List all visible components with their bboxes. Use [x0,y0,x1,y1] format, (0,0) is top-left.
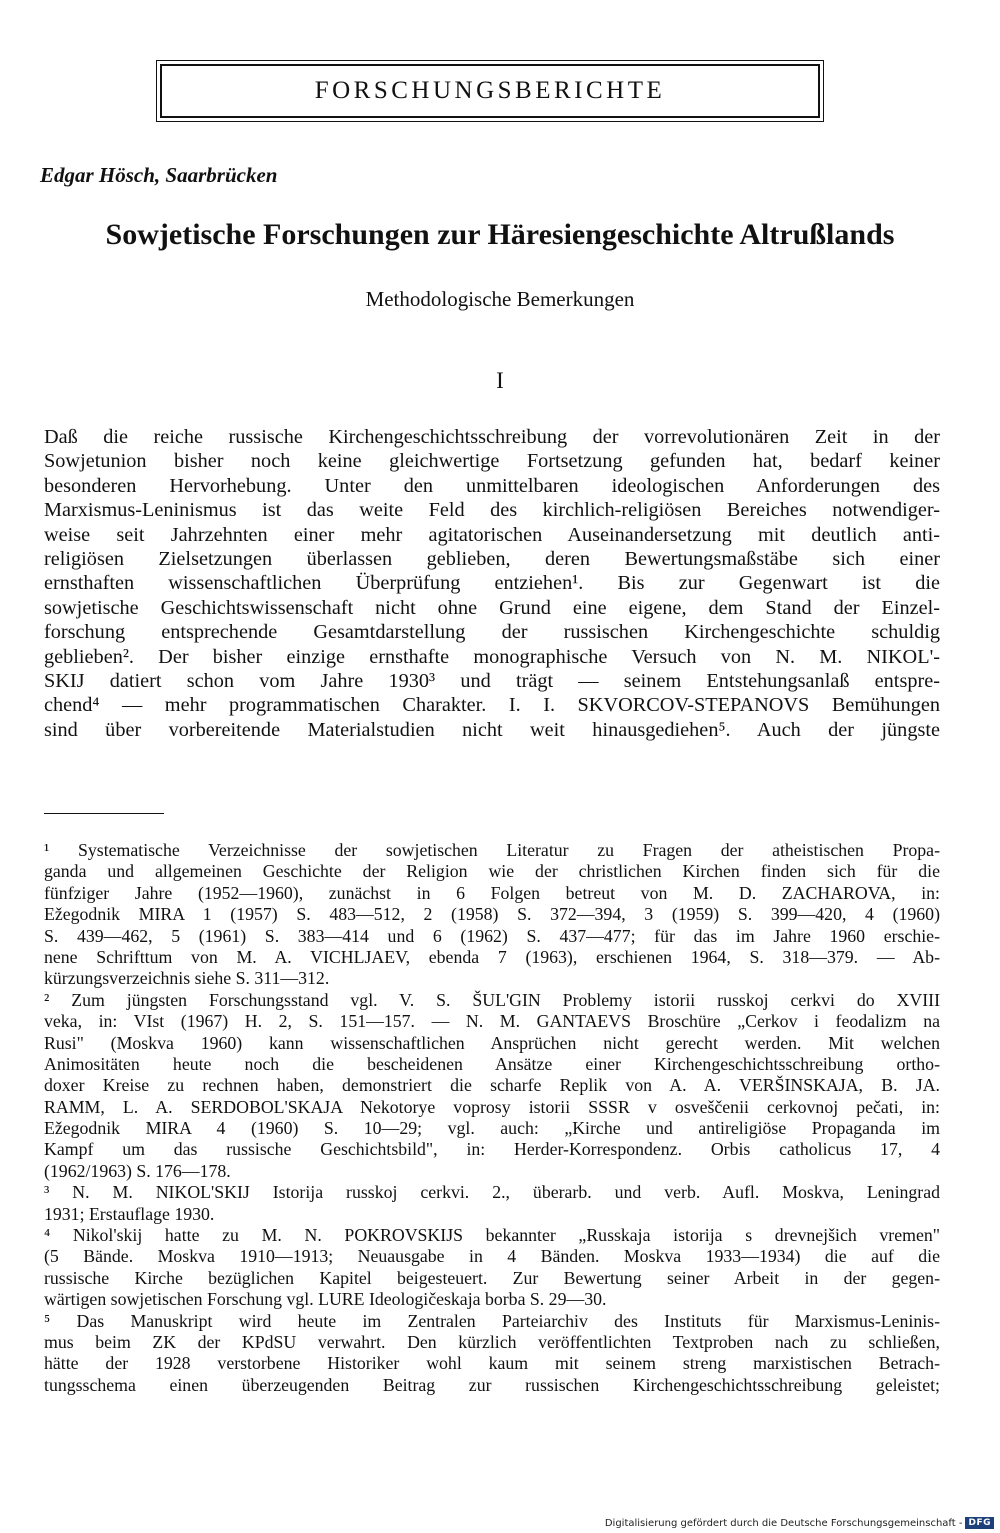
footnote-line: (5 Bände. Moskva 1910—1913; Neuausgabe in 4 Bänden. Moskva 1933—1934) die auf die [44,1246,940,1267]
footnote-line: ² Zum jüngsten Forschungsstand vgl. V. S. ŠUL'GIN Problemy istorii russkoj cerkvi do XVIII [44,989,940,1010]
body-line: forschung entsprechende Gesamtdarstellung der russischen Kirchengeschichte schuldig [44,621,940,644]
footnote-line: RAMM, L. A. SERDOBOL'SKAJA Nekotorye voprosy istorii SSSR v osveščenii cerkovnoj pečati, in: [44,1096,940,1117]
credit-text: Digitalisierung gefördert durch die Deutsche Forschungsgemeinschaft - [604,1517,963,1529]
dfg-logo: DFG [965,1517,994,1529]
footnote-line: wärtigen sowjetischen Forschung vgl. LURE Ideologičeskaja borba S. 29—30. [44,1289,607,1310]
footnote-line: kürzungsverzeichnis siehe S. 311—312. [44,968,330,989]
section-number: I [496,368,504,393]
footnote-line: ⁵ Das Manuskript wird heute im Zentralen Parteiarchiv des Instituts für Marxismus-Leninis- [44,1310,940,1331]
body-line: sowjetische Geschichtswissenschaft nicht ohne Grund eine eigene, dem Stand der Einzel- [44,596,940,619]
footnote-line: Animositäten heute noch die bescheidenen Ansätze einer Kirchengeschichtsschreibung ortho- [44,1053,940,1074]
author-line: Edgar Hösch, Saarbrücken [40,163,278,187]
section-label: FORSCHUNGSBERICHTE [314,77,666,104]
body-line: Sowjetunion bisher noch keine gleichwertige Fortsetzung gefunden hat, bedarf keiner [44,450,940,473]
footnote-line: veka, in: VIst (1967) H. 2, S. 151—157. — N. M. GANTAEVS Broschüre „Cerkov i feodalizm na [44,1011,940,1032]
footnote-line: hätte der 1928 verstorbene Historiker wohl kaum mit seinem streng marxistischen Betrach- [44,1353,940,1374]
footnotes [44,840,940,1396]
footnote-line: (1962/1963) S. 176—178. [44,1160,231,1181]
body-text [44,425,940,742]
section-header-box [160,64,820,118]
footnote-line: tungsschema einen überzeugenden Beitrag zur russischen Kirchengeschichtsschreibung geleistet; [44,1374,940,1395]
footnote-line: ¹ Systematische Verzeichnisse der sowjetischen Literatur zu Fragen der atheistischen Propa- [44,840,940,860]
body-line: Daß die reiche russische Kirchengeschichtsschreibung der vorrevolutionären Zeit in der [44,426,940,448]
body-line: ernsthaften wissenschaftlichen Überprüfung entziehen¹. Bis zur Gegenwart ist die [44,572,940,595]
footnote-line: fünfziger Jahre (1952—1960), zunächst in 6 Folgen betreut von M. D. ZACHAROVA, in: [44,882,940,903]
body-line: geblieben². Der bisher einzige ernsthafte monographische Versuch von N. M. NIKOL'- [44,645,940,668]
footnote-line: Ežegodnik MIRA 1 (1957) S. 483—512, 2 (1958) S. 372—394, 3 (1959) S. 399—420, 4 (1960) [44,904,940,925]
article-title: Sowjetische Forschungen zur Häresiengeschichte Altrußlands [105,218,895,251]
footnote-line: Rusi" (Moskva 1960) kann wissenschaftlichen Ansprüchen nicht gerecht werden. Mit welchen [44,1032,940,1053]
footnote-line: mus beim ZK der KPdSU verwahrt. Den kürzlich veröffentlichten Textproben nach zu schließen, [44,1331,940,1352]
body-line: religiösen Zielsetzungen überlassen geblieben, deren Bewertungsmaßstäbe sich einer [44,547,940,570]
body-line: weise seit Jahrzehnten einer mehr agitatorischen Auseinandersetzung mit deutlich anti- [44,523,940,546]
footnote-line: ³ N. M. NIKOL'SKIJ Istorija russkoj cerkvi. 2., überarb. und verb. Aufl. Moskva, Leningrad [44,1182,940,1203]
footnote-line: russische Kirche bezüglichen Kapitel beigesteuert. Zur Bewertung seiner Arbeit in der gegen- [44,1267,940,1288]
footnote-line: S. 439—462, 5 (1961) S. 383—414 und 6 (1962) S. 437—477; für das im Jahre 1960 erschie- [44,925,940,946]
body-line: Marxismus-Leninismus ist das weite Feld des kirchlich-religiösen Bereiches notwendiger- [44,499,940,522]
digitization-credit [605,1517,994,1529]
footnote-line: 1931; Erstauflage 1930. [44,1203,215,1224]
body-line: sind über vorbereitende Materialstudien nicht weit hinausgediehen⁵. Auch der jüngste [44,718,940,741]
footnote-line: Ežegodnik MIRA 4 (1960) S. 10—29; vgl. auch: „Kirche und antireligiöse Propaganda im [44,1118,940,1139]
body-line: chend⁴ — mehr programmatischen Charakter. I. I. SKVORCOV-STEPANOVS Bemühungen [44,694,940,717]
body-line: SKIJ datiert schon vom Jahre 1930³ und trägt — seinem Entstehungsanlaß entspre- [44,669,940,692]
body-line: besonderen Hervorhebung. Unter den unmittelbaren ideologischen Anforderungen des [44,474,940,497]
footnote-line: ⁴ Nikol'skij hatte zu M. N. POKROVSKIJS bekannter „Russkaja istorija s drevnejšich vremen" [44,1225,940,1246]
footnote-line: nene Schrifttum von M. A. VICHLJAEV, ebenda 7 (1963), erschienen 1964, S. 318—379. — Ab- [44,946,940,967]
footnote-line: doxer Kreise zu rechnen haben, demonstriert die scharfe Replik von A. A. VERŠINSKAJA, B. JA. [44,1075,940,1096]
footnote-line: ganda und allgemeinen Geschichte der Religion wie der christlichen Kirchen finden sich für die [44,861,940,882]
footnote-divider [44,813,164,814]
footnote-line: Kampf um das russische Geschichtsbild", in: Herder-Korrespondenz. Orbis catholicus 17, 4 [44,1139,940,1160]
article-subtitle: Methodologische Bemerkungen [365,287,635,311]
